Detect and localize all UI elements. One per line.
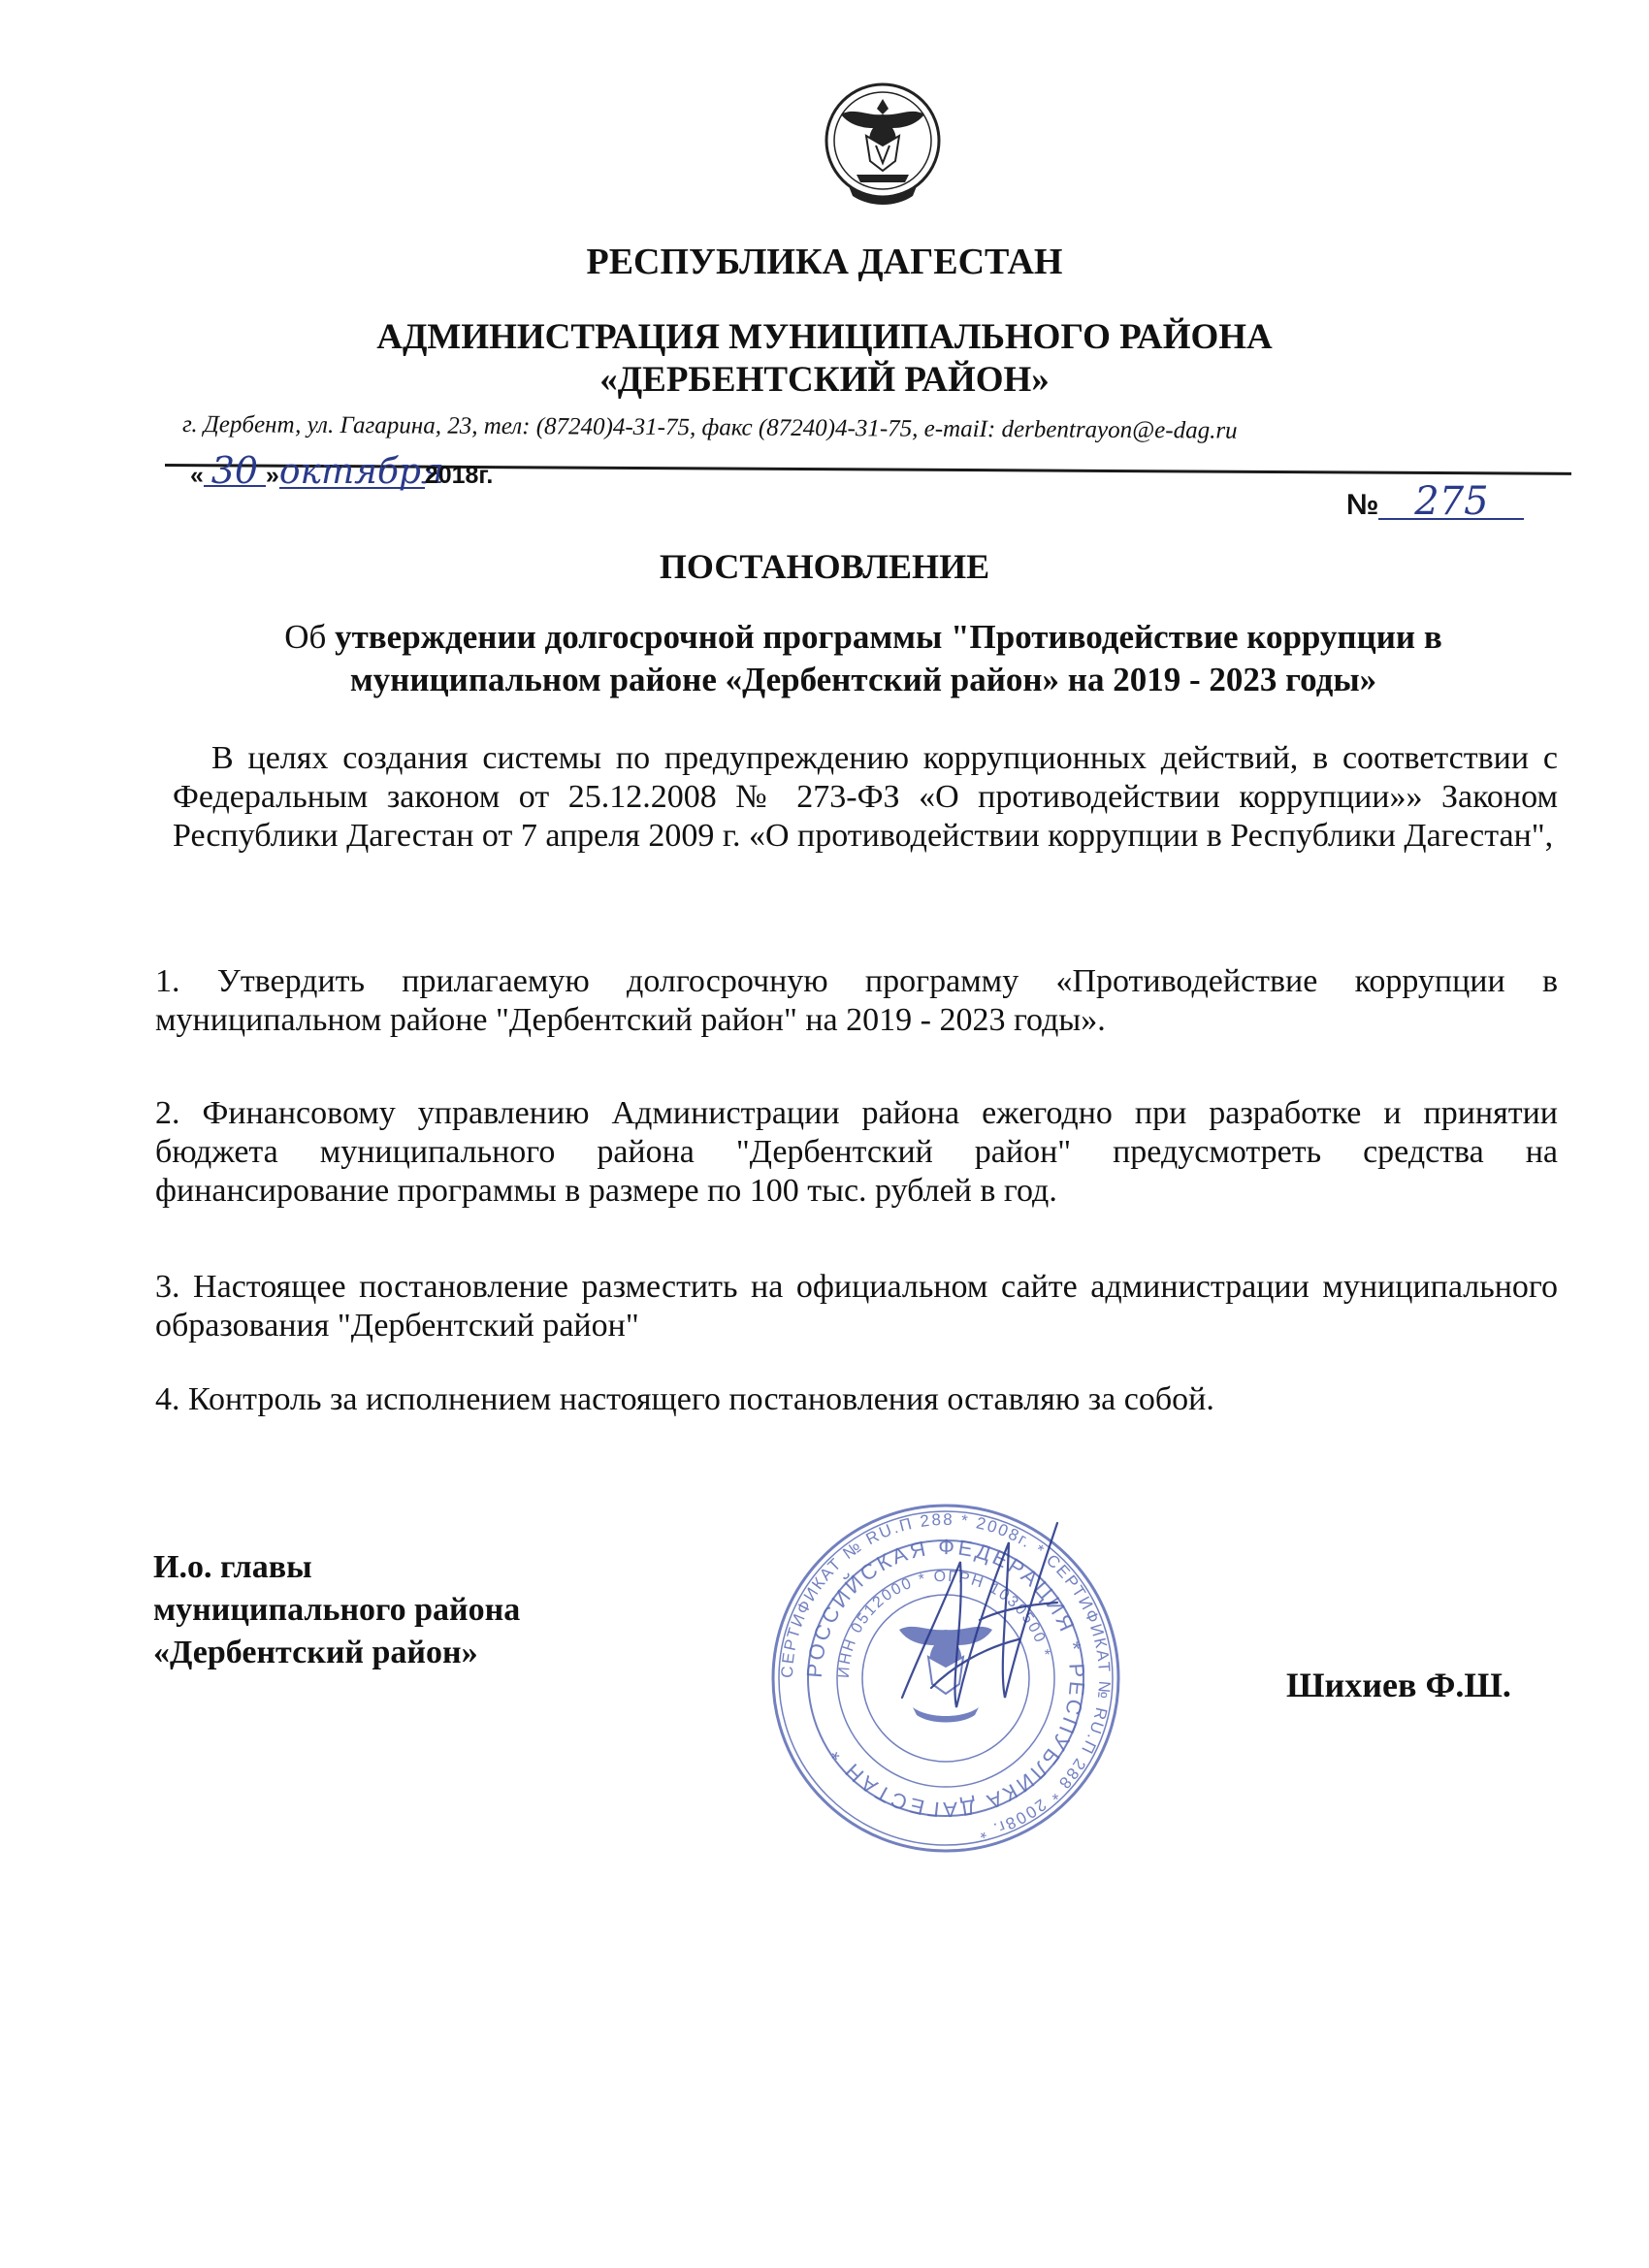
date-close-quote: » [265, 462, 279, 489]
document-subject [184, 616, 1542, 701]
number-value: 275 [1378, 485, 1524, 520]
contact-address: г. Дербент, ул. Гагарина, 23, тел: (87240)4-31-75, факс (87240)4-31-75, e-maiI: derbentrayon@e-dag.ru [181, 411, 1238, 444]
position-line-1: И.о. главы [153, 1549, 312, 1585]
seal-ring-text: ИНН 0512000 * ОГРН 1030500 * [835, 1568, 1053, 1679]
date-year: 2018г. [424, 462, 494, 489]
subject-text: утверждении долгосрочной программы "Противодействие коррупции в муниципальном районе «Дербентский район» на 2019 - 2023 годы» [335, 618, 1442, 698]
signatory-position [153, 1546, 520, 1674]
date-open-quote: « [190, 462, 204, 489]
number-label: № [1346, 489, 1379, 521]
seal-inner-text: РОССИЙСКАЯ ФЕДЕРАЦИЯ * РЕСПУБЛИКА ДАГЕСТАН * [801, 1534, 1090, 1823]
item-3: 3. Настоящее постановление разместить на официальном сайте администрации муниципального образования "Дербентский район" [155, 1269, 1558, 1344]
signatory-name: Шихиев Ф.Ш. [1286, 1666, 1511, 1704]
dagestan-emblem-icon [820, 78, 946, 213]
item-1: 1. Утвердить прилагаемую долгосрочную программу «Противодействие коррупции в муниципальном районе "Дербентский район" на 2019 - 2023 годы». [155, 963, 1558, 1038]
date-day: 30 [204, 456, 266, 487]
document-date [190, 449, 494, 492]
republic-name: РЕСПУБЛИКА ДАГЕСТАН [586, 242, 1063, 282]
administration-name-line1: АДМИНИСТРАЦИЯ МУНИЦИПАЛЬНОГО РАЙОНА [376, 317, 1273, 357]
handwritten-signature [863, 1504, 1096, 1736]
document-title: ПОСТАНОВЛЕНИЕ [659, 547, 990, 586]
position-line-2: муниципального района [153, 1592, 521, 1628]
subject-prefix: Об [284, 618, 336, 656]
date-month: октября [278, 452, 444, 492]
intro-paragraph: В целях создания системы по предупреждению коррупционных действий, в соответствии с Федеральным законом от 25.12.2008 № 273-ФЗ «О противодействии коррупции»» Законом Республики Дагестан от 7 апреля 2009 г. «О противодействии коррупции в Республики Дагестан", [173, 740, 1558, 854]
position-line-3: «Дербентский район» [153, 1635, 478, 1670]
administration-name-line2: «ДЕРБЕНТСКИЙ РАЙОН» [599, 360, 1050, 400]
document-number [1346, 479, 1524, 524]
item-2: 2. Финансовому управлению Администрации района ежегодно при разработке и принятии бюджета муниципального района "Дербентский район" предусмотреть средства на финансирование программы в размере по 100 тыс. рублей в год. [155, 1095, 1558, 1209]
item-4: 4. Контроль за исполнением настоящего постановления оставляю за собой. [155, 1381, 1214, 1417]
seal-outer-text: СЕРТИФИКАТ № RU.П 288 * 2008г. * СЕРТИФИКАТ № RU.П 288 * 2008г. * [777, 1509, 1115, 1843]
